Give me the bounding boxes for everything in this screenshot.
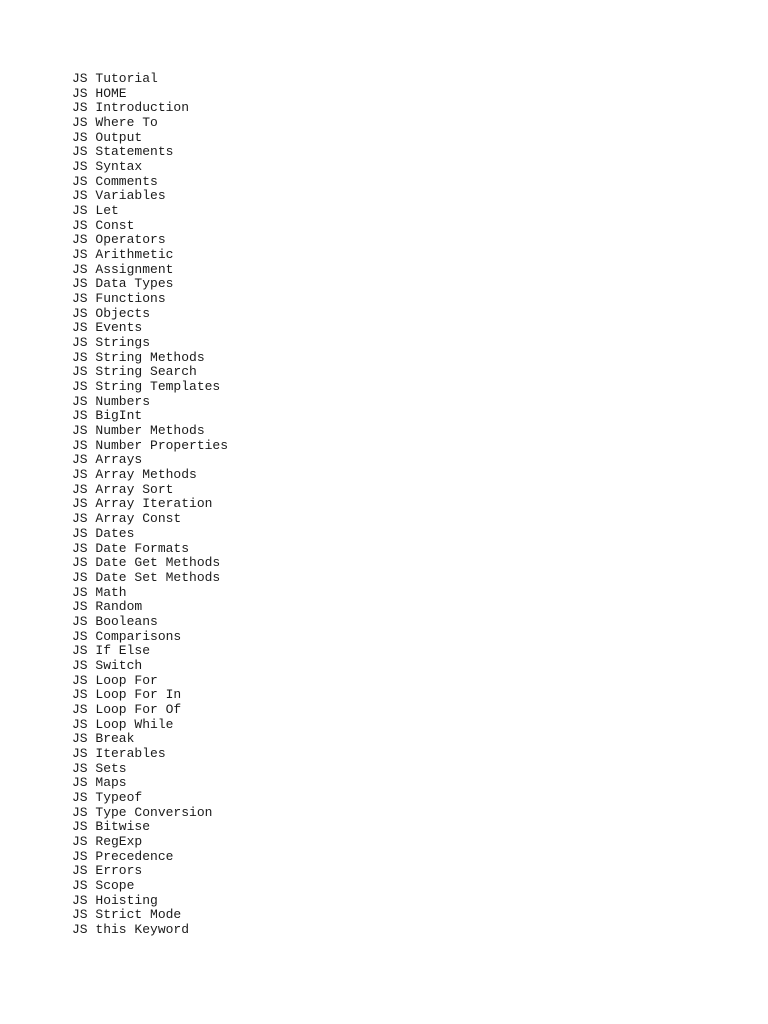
nav-list-item	[72, 732, 228, 747]
nav-list-item	[72, 395, 228, 410]
nav-list-item	[72, 703, 228, 718]
nav-list-item	[72, 72, 228, 87]
nav-link-js-array-sort[interactable]: JS Array Sort	[72, 481, 174, 497]
nav-link-js-events[interactable]: JS Events	[72, 320, 143, 336]
nav-link-js-array-const[interactable]: JS Array Const	[72, 511, 182, 527]
nav-list-item	[72, 321, 228, 336]
nav-link-js-typeof[interactable]: JS Typeof	[72, 789, 143, 805]
nav-link-js-string-methods[interactable]: JS String Methods	[72, 349, 205, 365]
nav-list-item	[72, 894, 228, 909]
nav-list-item	[72, 644, 228, 659]
nav-list-item	[72, 718, 228, 733]
nav-list-item	[72, 850, 228, 865]
nav-list-item	[72, 688, 228, 703]
nav-list-item	[72, 468, 228, 483]
nav-link-js-number-properties[interactable]: JS Number Properties	[72, 437, 229, 453]
nav-list-item	[72, 263, 228, 278]
nav-list-item	[72, 615, 228, 630]
nav-link-js-precedence[interactable]: JS Precedence	[72, 848, 174, 864]
nav-list-item	[72, 879, 228, 894]
nav-list-item	[72, 908, 228, 923]
nav-link-js-date-formats[interactable]: JS Date Formats	[72, 540, 190, 556]
nav-link-js-variables[interactable]: JS Variables	[72, 188, 166, 204]
nav-list-item	[72, 835, 228, 850]
nav-link-js-statements[interactable]: JS Statements	[72, 144, 174, 160]
nav-link-js-dates[interactable]: JS Dates	[72, 525, 135, 541]
nav-link-js-objects[interactable]: JS Objects	[72, 305, 151, 321]
nav-link-js-switch[interactable]: JS Switch	[72, 657, 143, 673]
nav-list-item	[72, 189, 228, 204]
nav-link-js-functions[interactable]: JS Functions	[72, 291, 166, 307]
nav-link-js-this-keyword[interactable]: JS this Keyword	[72, 921, 190, 937]
nav-list-item	[72, 424, 228, 439]
nav-link-js-strings[interactable]: JS Strings	[72, 335, 151, 351]
nav-link-js-iterables[interactable]: JS Iterables	[72, 745, 166, 761]
nav-link-js-comparisons[interactable]: JS Comparisons	[72, 628, 182, 644]
nav-list-item	[72, 630, 228, 645]
nav-list-item	[72, 600, 228, 615]
nav-list-item	[72, 791, 228, 806]
nav-link-js-home[interactable]: JS HOME	[72, 85, 127, 101]
nav-list-item	[72, 527, 228, 542]
nav-link-js-random[interactable]: JS Random	[72, 599, 143, 615]
nav-link-js-array-methods[interactable]: JS Array Methods	[72, 467, 197, 483]
nav-link-js-syntax[interactable]: JS Syntax	[72, 159, 143, 175]
nav-list-item	[72, 674, 228, 689]
nav-link-js-if-else[interactable]: JS If Else	[72, 643, 151, 659]
nav-list-item	[72, 806, 228, 821]
nav-link-js-arrays[interactable]: JS Arrays	[72, 452, 143, 468]
nav-link-js-let[interactable]: JS Let	[72, 203, 119, 219]
nav-link-js-arithmetic[interactable]: JS Arithmetic	[72, 247, 174, 263]
nav-link-js-regexp[interactable]: JS RegExp	[72, 833, 143, 849]
nav-link-js-output[interactable]: JS Output	[72, 129, 143, 145]
nav-link-js-tutorial[interactable]: JS Tutorial	[72, 71, 158, 86]
nav-list-item	[72, 586, 228, 601]
nav-list-item	[72, 175, 228, 190]
nav-list-item	[72, 439, 228, 454]
nav-list-item	[72, 292, 228, 307]
nav-list-item	[72, 820, 228, 835]
nav-list-item	[72, 351, 228, 366]
nav-link-js-date-get-methods[interactable]: JS Date Get Methods	[72, 555, 221, 571]
nav-link-js-where-to[interactable]: JS Where To	[72, 115, 158, 131]
nav-list-item	[72, 336, 228, 351]
nav-list-item	[72, 277, 228, 292]
nav-list-item	[72, 380, 228, 395]
nav-list-item	[72, 762, 228, 777]
nav-link-js-number-methods[interactable]: JS Number Methods	[72, 423, 205, 439]
nav-link-js-math[interactable]: JS Math	[72, 584, 127, 600]
nav-link-js-maps[interactable]: JS Maps	[72, 775, 127, 791]
nav-link-js-numbers[interactable]: JS Numbers	[72, 393, 151, 409]
nav-list-item	[72, 864, 228, 879]
nav-link-js-introduction[interactable]: JS Introduction	[72, 100, 190, 116]
nav-list-item	[72, 145, 228, 160]
nav-list-item	[72, 542, 228, 557]
nav-link-js-errors[interactable]: JS Errors	[72, 863, 143, 879]
nav-list-item	[72, 160, 228, 175]
nav-list-item	[72, 87, 228, 102]
nav-link-js-date-set-methods[interactable]: JS Date Set Methods	[72, 569, 221, 585]
nav-list-item	[72, 219, 228, 234]
nav-link-js-sets[interactable]: JS Sets	[72, 760, 127, 776]
tutorial-nav-list	[72, 72, 228, 938]
nav-link-js-bitwise[interactable]: JS Bitwise	[72, 819, 151, 835]
nav-link-js-loop-while[interactable]: JS Loop While	[72, 716, 174, 732]
nav-list-item	[72, 453, 228, 468]
nav-list-item	[72, 307, 228, 322]
nav-list-item	[72, 776, 228, 791]
nav-list-item	[72, 365, 228, 380]
nav-link-js-operators[interactable]: JS Operators	[72, 232, 166, 248]
nav-link-js-scope[interactable]: JS Scope	[72, 877, 135, 893]
nav-list-item	[72, 233, 228, 248]
nav-link-js-string-templates[interactable]: JS String Templates	[72, 379, 221, 395]
nav-list-item	[72, 512, 228, 527]
nav-list-item	[72, 571, 228, 586]
nav-link-js-hoisting[interactable]: JS Hoisting	[72, 892, 158, 908]
nav-list-item	[72, 131, 228, 146]
nav-list-item	[72, 923, 228, 938]
nav-link-js-string-search[interactable]: JS String Search	[72, 364, 197, 380]
nav-list-item	[72, 659, 228, 674]
nav-list-item	[72, 483, 228, 498]
nav-list-item	[72, 248, 228, 263]
nav-list-item	[72, 101, 228, 116]
nav-list-item	[72, 556, 228, 571]
nav-link-js-array-iteration[interactable]: JS Array Iteration	[72, 496, 213, 512]
nav-list-item	[72, 116, 228, 131]
nav-link-js-loop-for[interactable]: JS Loop For	[72, 672, 158, 688]
nav-link-js-loop-for-of[interactable]: JS Loop For Of	[72, 701, 182, 717]
nav-link-js-loop-for-in[interactable]: JS Loop For In	[72, 687, 182, 703]
nav-list-item	[72, 204, 228, 219]
nav-list-item	[72, 409, 228, 424]
nav-list-item	[72, 497, 228, 512]
nav-link-js-strict-mode[interactable]: JS Strict Mode	[72, 907, 182, 923]
nav-link-js-comments[interactable]: JS Comments	[72, 173, 158, 189]
nav-link-js-booleans[interactable]: JS Booleans	[72, 613, 158, 629]
nav-link-js-const[interactable]: JS Const	[72, 217, 135, 233]
nav-link-js-type-conversion[interactable]: JS Type Conversion	[72, 804, 213, 820]
nav-link-js-assignment[interactable]: JS Assignment	[72, 261, 174, 277]
nav-link-js-bigint[interactable]: JS BigInt	[72, 408, 143, 424]
nav-list-item	[72, 747, 228, 762]
nav-link-js-break[interactable]: JS Break	[72, 731, 135, 747]
nav-link-js-data-types[interactable]: JS Data Types	[72, 276, 174, 292]
